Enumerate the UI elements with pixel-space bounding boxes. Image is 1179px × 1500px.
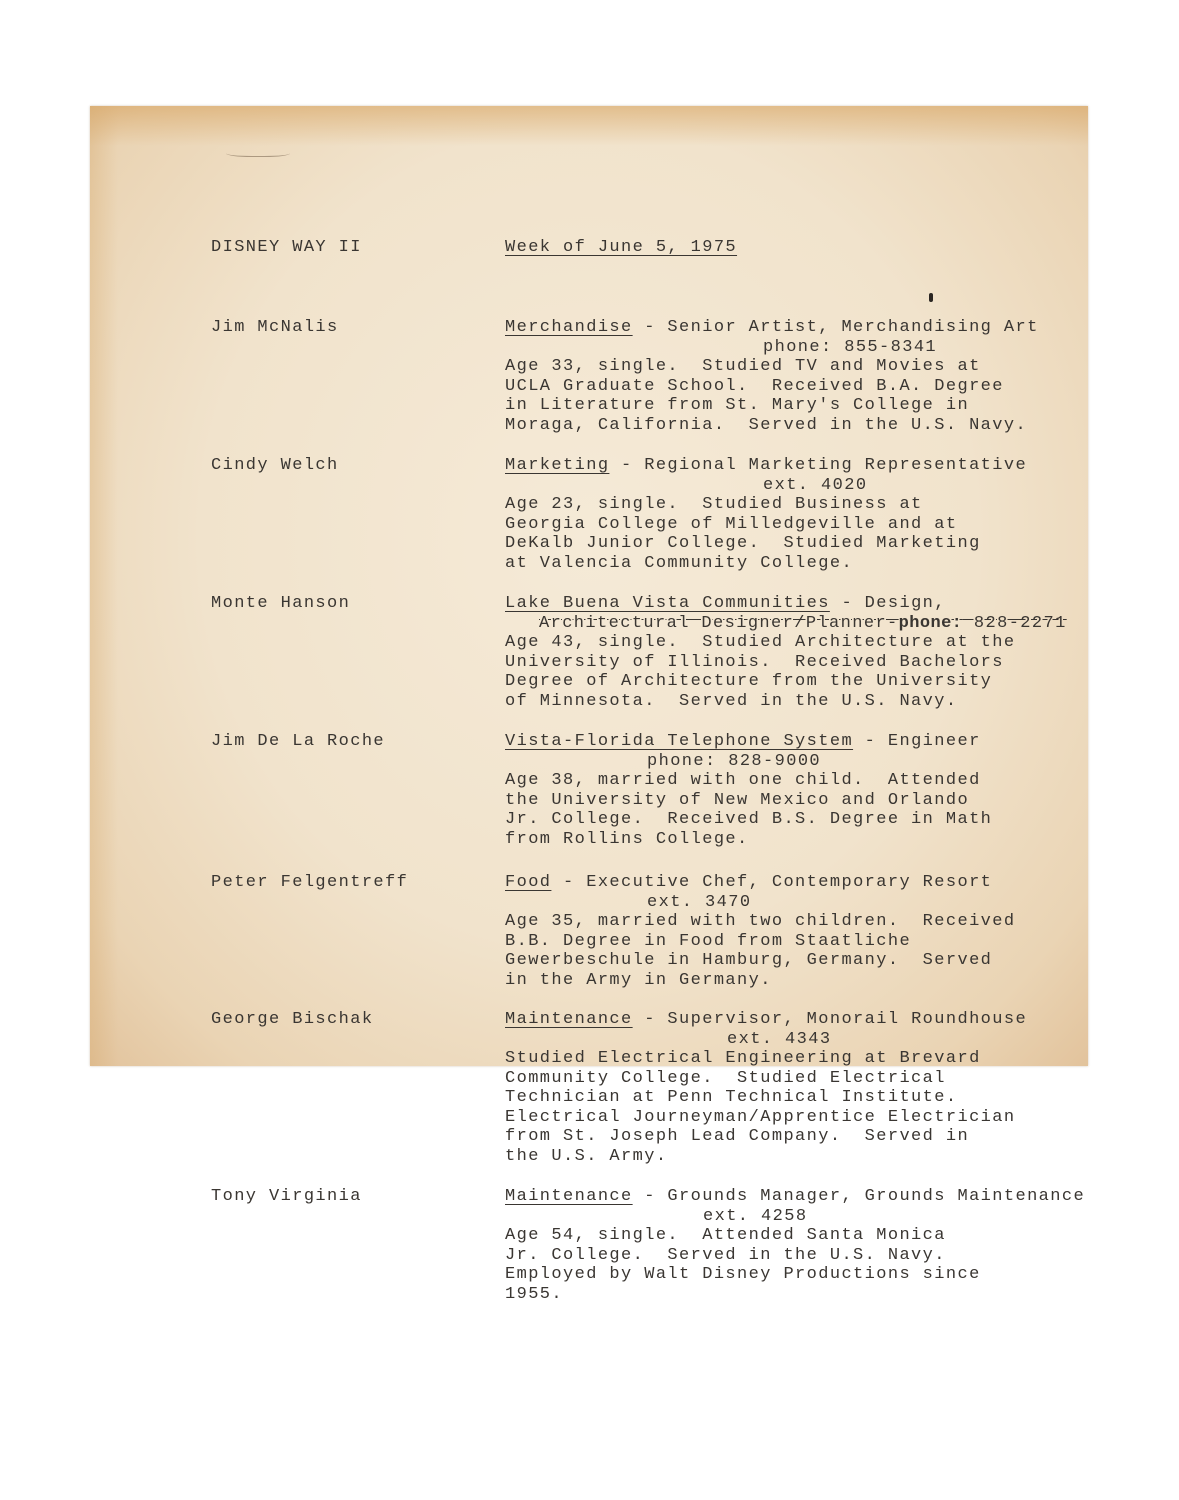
department: Vista-Florida Telephone System [505, 732, 854, 751]
employee-entry [505, 732, 992, 849]
bio-line: Jr. College. Received B.S. Degree in Math [505, 810, 993, 829]
bio-line: Age 23, single. Studied Business at [505, 495, 923, 514]
job-title: - Engineer [853, 732, 981, 751]
bio-line: Gewerbeschule in Hamburg, Germany. Served [505, 951, 993, 970]
bio-line: B.B. Degree in Food from Staatliche [505, 931, 912, 951]
bio-line: Electrical Journeyman/Apprentice Electrician [505, 1107, 1016, 1127]
bio-line: Age 35, married with two children. Received [505, 912, 1016, 931]
employee-entry [505, 1187, 1085, 1304]
bio-line: Jr. College. Served in the U.S. Navy. [505, 1245, 946, 1265]
document-title: DISNEY WAY II [211, 238, 362, 257]
bio-line: University of Illinois. Received Bachelors [505, 652, 1004, 672]
bio-line: Employed by Walt Disney Productions since [505, 1265, 981, 1284]
week-date: Week of June 5, 1975 [505, 238, 738, 257]
contact: ext. 4343 [727, 1029, 832, 1049]
employee-entry [505, 318, 1039, 435]
department: Food [505, 873, 552, 892]
contact: phone: 828-9000 [647, 751, 822, 771]
department: Merchandise [505, 318, 633, 337]
bio-line: from St. Joseph Lead Company. Served in [505, 1127, 970, 1146]
employee-name: Cindy Welch [211, 456, 339, 475]
employee-entry [505, 594, 1067, 711]
bio-line: in the Army in Germany. [505, 970, 772, 990]
bio-line: at Valencia Community College. [505, 553, 854, 573]
contact: phone: 855-8341 [763, 337, 938, 357]
bio-line: Technician at Penn Technical Institute. [505, 1088, 958, 1107]
bio-line: Age 54, single. Attended Santa Monica [505, 1226, 946, 1245]
employee-name: Tony Virginia [211, 1187, 362, 1206]
employee-entry [505, 456, 1027, 573]
department: Lake Buena Vista Communities [505, 594, 830, 613]
bio-line: UCLA Graduate School. Received B.A. Degree [505, 376, 1004, 396]
bio-line: Degree of Architecture from the University [505, 672, 993, 691]
employee-name: George Bischak [211, 1010, 374, 1029]
job-title: - Grounds Manager, Grounds Maintenance [632, 1187, 1086, 1206]
bio-line: Age 43, single. Studied Architecture at the [505, 633, 1016, 652]
bio-line: Age 38, married with one child. Attended [505, 771, 981, 790]
pencil-scribble [226, 148, 290, 157]
department: Marketing [505, 456, 610, 475]
contact: ext. 4020 [763, 475, 868, 495]
contact: Architectural Designer/Planner-phone: 828-2271 [539, 613, 1067, 633]
job-title: - Design, [829, 594, 946, 613]
employee-name: Jim McNalis [211, 318, 339, 337]
department: Maintenance [505, 1010, 633, 1029]
bio-line: DeKalb Junior College. Studied Marketing [505, 534, 981, 553]
department: Maintenance [505, 1187, 633, 1206]
bio-line: 1955. [505, 1284, 564, 1304]
employee-name: Monte Hanson [211, 594, 351, 613]
job-title: - Supervisor, Monorail Roundhouse [632, 1010, 1028, 1029]
bio-line: Age 33, single. Studied TV and Movies at [505, 357, 981, 376]
employee-name: Peter Felgentreff [211, 873, 409, 892]
bio-line: from Rollins College. [505, 829, 749, 849]
employee-entry [505, 1010, 1027, 1166]
job-title: - Executive Chef, Contemporary Resort [551, 873, 993, 892]
bio-line: the University of New Mexico and Orlando [505, 790, 970, 810]
contact: ext. 4258 [703, 1206, 808, 1226]
bio-line: Moraga, California. Served in the U.S. Navy. [505, 415, 1028, 435]
bio-line: Community College. Studied Electrical [505, 1068, 946, 1088]
contact: ext. 3470 [647, 892, 752, 912]
bio-line: in Literature from St. Mary's College in [505, 396, 970, 415]
bio-line: Studied Electrical Engineering at Brevard [505, 1049, 981, 1068]
job-title: - Senior Artist, Merchandising Art [632, 318, 1039, 337]
job-title: - Regional Marketing Representative [609, 456, 1028, 475]
employee-name: Jim De La Roche [211, 732, 386, 751]
bio-line: of Minnesota. Served in the U.S. Navy. [505, 691, 958, 711]
bio-line: Georgia College of Milledgeville and at [505, 514, 958, 534]
bio-line: the U.S. Army. [505, 1146, 668, 1166]
ink-mark [929, 293, 933, 302]
employee-entry [505, 873, 1015, 990]
